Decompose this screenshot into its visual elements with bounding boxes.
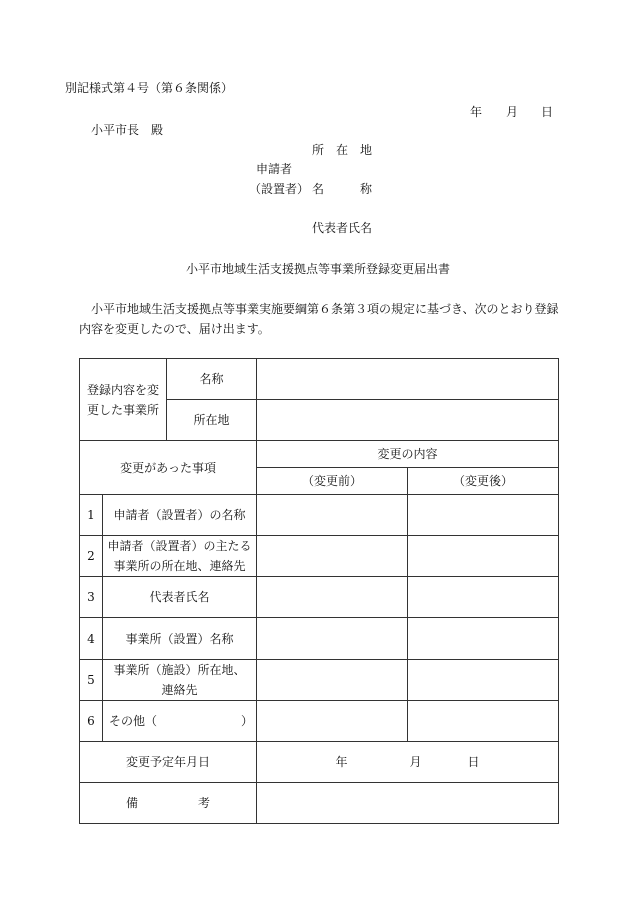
planned-date-label: 変更予定年月日 xyxy=(80,741,257,782)
row-number: 3 xyxy=(80,577,103,618)
after-field[interactable] xyxy=(408,495,559,536)
before-field[interactable] xyxy=(257,659,408,700)
after-field[interactable] xyxy=(408,659,559,700)
before-field[interactable] xyxy=(257,495,408,536)
after-field[interactable] xyxy=(408,536,559,577)
before-field[interactable] xyxy=(257,700,408,741)
location-label: 所 在 地 xyxy=(312,143,373,157)
office-name-field[interactable] xyxy=(257,359,559,400)
table-row xyxy=(80,495,559,536)
row-item-label: 事業所（施設）所在地、 連絡先 xyxy=(103,659,257,700)
before-field[interactable] xyxy=(257,618,408,659)
row-item-label: 申請者（設置者）の名称 xyxy=(103,495,257,536)
after-field[interactable] xyxy=(408,577,559,618)
table-row xyxy=(80,618,559,659)
office-name-label: 名称 xyxy=(167,359,257,400)
after-field[interactable] xyxy=(408,700,559,741)
before-header: （変更前） xyxy=(257,468,408,495)
row-number: 5 xyxy=(80,659,103,700)
row-number: 2 xyxy=(80,536,103,577)
after-header: （変更後） xyxy=(408,468,559,495)
remarks-label: 備 考 xyxy=(80,782,257,823)
changed-items-header: 変更があった事項 xyxy=(80,441,257,495)
applicant-label: 申請者 xyxy=(256,162,293,176)
before-field[interactable] xyxy=(257,577,408,618)
header-year: 年 xyxy=(470,105,483,119)
after-field[interactable] xyxy=(408,618,559,659)
planned-date-field[interactable]: 年 月 日 xyxy=(257,741,559,782)
document-title: 小平市地域生活支援拠点等事業所登録変更届出書 xyxy=(186,262,451,276)
remarks-field[interactable] xyxy=(257,782,559,823)
changed-office-header: 登録内容を変 更した事業所 xyxy=(80,359,167,441)
addressee: 小平市長 殿 xyxy=(91,123,164,137)
body-text-line1: 小平市地域生活支援拠点等事業実施要綱第６条第３項の規定に基づき、次のとおり登録 xyxy=(91,302,559,316)
form-number: 別記様式第４号（第６条関係） xyxy=(65,81,234,95)
change-notification-table xyxy=(79,358,559,824)
representative-label: 代表者氏名 xyxy=(312,221,373,235)
header-month: 月 xyxy=(506,105,519,119)
row-item-label: 事業所（設置）名称 xyxy=(103,618,257,659)
office-address-field[interactable] xyxy=(257,400,559,441)
table-row xyxy=(80,577,559,618)
body-text-line2: 内容を変更したので、届け出ます。 xyxy=(79,322,270,336)
office-address-label: 所在地 xyxy=(167,400,257,441)
before-field[interactable] xyxy=(257,536,408,577)
row-number: 6 xyxy=(80,700,103,741)
row-item-label[interactable]: その他（ ） xyxy=(103,700,257,741)
table-row xyxy=(80,659,559,700)
header-day: 日 xyxy=(541,105,554,119)
table-row xyxy=(80,536,559,577)
row-number: 4 xyxy=(80,618,103,659)
change-content-header: 変更の内容 xyxy=(257,441,559,468)
table-row xyxy=(80,700,559,741)
row-item-label: 代表者氏名 xyxy=(103,577,257,618)
installer-label: （設置者） xyxy=(249,182,310,196)
row-item-label: 申請者（設置者）の主たる 事業所の所在地、連絡先 xyxy=(103,536,257,577)
name-label: 名 称 xyxy=(312,182,373,196)
row-number: 1 xyxy=(80,495,103,536)
